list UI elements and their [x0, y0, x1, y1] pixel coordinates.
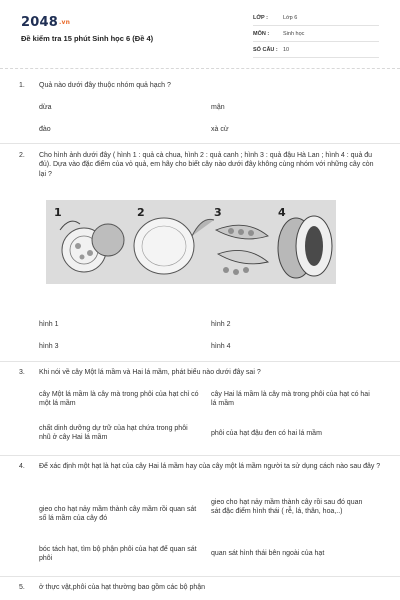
exam-meta: [253, 12, 379, 58]
question-number: 5.: [19, 584, 25, 591]
figure-label: 3: [214, 206, 222, 219]
figure-label: 2: [137, 206, 145, 219]
question-3: [19, 368, 381, 377]
question-number: 1.: [19, 82, 25, 89]
question-2: [19, 151, 381, 179]
question-number: 4.: [19, 463, 25, 470]
question-separator: [0, 143, 400, 144]
option-a[interactable]: cây Một lá mầm là cây mà trong phôi của hạt chỉ có một lá mầm: [39, 391, 199, 408]
question-1: [19, 81, 381, 90]
meta-key: MÔN :: [253, 30, 270, 37]
question-text: Để xác định một hạt là hạt của cây Hai lá mầm hay của cây một lá mầm người ta sử dụng cách nào sau đây ?: [39, 463, 381, 470]
question-number: 2.: [19, 152, 25, 159]
option-a[interactable]: hình 1: [39, 321, 59, 328]
question-text: Cho hình ảnh dưới đây ( hình 1 : quả cà chua, hình 2 : quả canh ; hình 3 : quả đậu Hà Lan ; hình 4 : quả đu đủ). Dựa vào đặc điểm của vỏ quả, em hãy cho biết cây nào dưới đây không cùng nhóm với những cây còn lại ?: [39, 152, 374, 178]
question-text: Khi nói về cây Một lá mầm và Hai lá mầm, phát biểu nào dưới đây sai ?: [39, 369, 261, 376]
question-separator: [0, 576, 400, 577]
option-b[interactable]: cây Hai lá mầm là cây mà trong phôi của hạt có hai lá mầm: [211, 391, 370, 408]
meta-key: LỚP :: [253, 14, 268, 21]
question-5: [19, 583, 381, 592]
meta-row-count: [253, 44, 379, 58]
meta-row-class: [253, 12, 379, 26]
logo-suffix: .vn: [58, 19, 71, 26]
meta-value: 10: [283, 46, 290, 53]
question-text: Quả nào dưới đây thuộc nhóm quả hạch ?: [39, 82, 171, 89]
option-c[interactable]: hình 3: [39, 343, 59, 350]
option-b[interactable]: mận: [211, 104, 225, 111]
option-d[interactable]: phôi của hạt đậu đen có hai lá mầm: [211, 430, 322, 437]
meta-key: SỐ CÂU :: [253, 46, 278, 53]
option-c[interactable]: bóc tách hạt, tìm bộ phận phôi của hạt để quan sát phôi: [39, 546, 197, 563]
option-c[interactable]: đào: [39, 126, 51, 133]
fruit-figure: [46, 200, 336, 284]
page-header: [0, 0, 400, 64]
option-a[interactable]: dừa: [39, 104, 52, 111]
fruit-illustration: [46, 200, 336, 284]
option-c[interactable]: chất dinh dưỡng dự trữ của hạt chứa trong phôi nhũ ở cây Hai lá mầm: [39, 425, 188, 442]
option-b[interactable]: gieo cho hạt nảy mầm thành cây rồi sau đó quan sát đặc điểm hình thái ( rễ, lá, thân, hoa,..): [211, 499, 363, 516]
header-divider: [0, 68, 400, 69]
question-separator: [0, 361, 400, 362]
site-logo[interactable]: [21, 14, 70, 32]
question-number: 3.: [19, 369, 25, 376]
figure-label: 4: [278, 206, 286, 219]
option-d[interactable]: xà cừ: [211, 126, 229, 133]
figure-label: 1: [54, 206, 62, 219]
option-d[interactable]: hình 4: [211, 343, 231, 350]
meta-value: Sinh học: [283, 30, 305, 37]
option-b[interactable]: hình 2: [211, 321, 231, 328]
question-separator: [0, 455, 400, 456]
option-d[interactable]: quan sát hình thái bên ngoài của hạt: [211, 550, 325, 557]
option-a[interactable]: gieo cho hạt nảy mầm thành cây mầm rồi quan sát số lá mầm của cây đó: [39, 506, 197, 523]
question-4: [19, 462, 381, 471]
logo-text: 2048: [21, 15, 58, 30]
exam-title: Đề kiểm tra 15 phút Sinh học 6 (Đề 4): [21, 34, 154, 43]
meta-row-subject: [253, 28, 379, 42]
meta-value: Lớp 6: [283, 14, 298, 21]
question-text: ở thực vật,phôi của hạt thường bao gồm các bộ phận: [39, 584, 206, 591]
